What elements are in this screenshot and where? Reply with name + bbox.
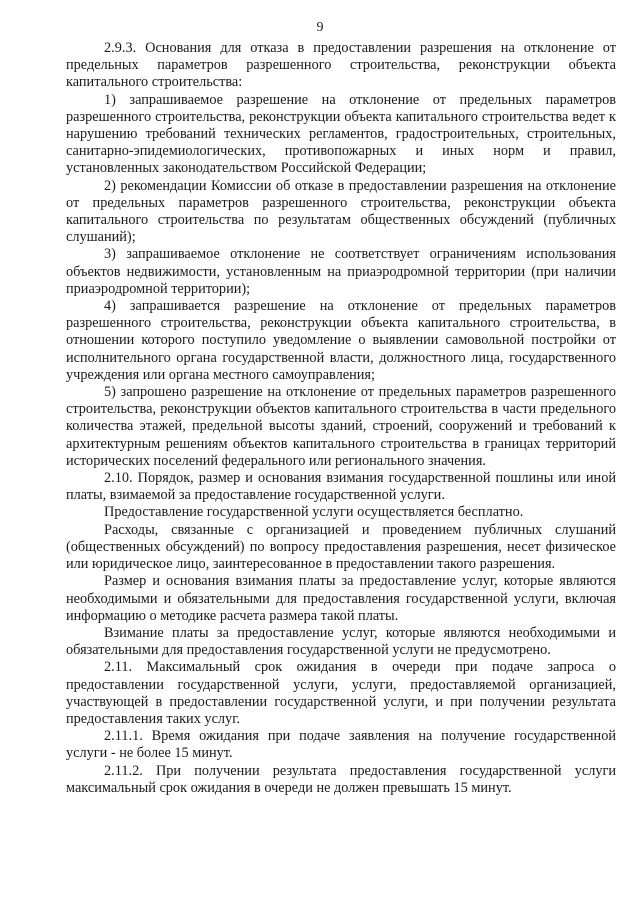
paragraph-2-10: 2.10. Порядок, размер и основания взимания государственной пошлины или иной платы, взимаемой за предоставление государственной услуги. bbox=[66, 470, 616, 504]
paragraph-2-11: 2.11. Максимальный срок ожидания в очереди при подаче запроса о предоставлении государственной услуги, услуги, предоставляемой организацией, участвующей в предоставлении государственной услуги, и при получении результата предоставления таких услуг. bbox=[66, 659, 616, 727]
paragraph-fee-not-provided: Взимание платы за предоставление услуг, которые являются необходимыми и обязательными для предоставления государственной услуги не предусмотрено. bbox=[66, 624, 616, 659]
list-item-3: 3) запрашиваемое отклонение не соответствует ограничениям использования объектов недвижимости, установленным на приаэродромной территории (при наличии приаэродромной территории); bbox=[66, 246, 616, 297]
paragraph-fee-size: Размер и основания взимания платы за предоставление услуг, которые являются необходимыми и обязательными для предоставления государственной услуги, включая информацию о методике расчета размера такой платы. bbox=[66, 573, 616, 624]
list-item-5: 5) запрошено разрешение на отклонение от предельных параметров разрешенного строительства, реконструкции объектов капитального строительства в части предельного количества этажей, предельной высоты зданий, строений, сооружений и требований к архитектурным решениям объектов капитального строительства в границах территорий исторических поселений федерального или регионального значения. bbox=[66, 384, 616, 469]
paragraph-2-9-3: 2.9.3. Основания для отказа в предоставлении разрешения на отклонение от предельных параметров разрешенного строительства, реконструкции объекта капитального строительства: bbox=[66, 40, 616, 91]
page-number: 9 bbox=[316, 20, 324, 35]
paragraph-expenses: Расходы, связанные с организацией и проведением публичных слушаний (общественных обсуждений) по вопросу предоставления разрешения, несет физическое или юридическое лицо, заинтересованное в предоставлении такого разрешения. bbox=[66, 521, 616, 573]
list-item-2: 2) рекомендации Комиссии об отказе в предоставлении разрешения на отклонение от предельных параметров разрешенного строительства, реконструкции объекта капитального строительства по результатам общественных обсуждений (публичных слушаний); bbox=[66, 177, 616, 246]
list-item-1: 1) запрашиваемое разрешение на отклонение от предельных параметров разрешенного строительства, реконструкции объекта капитального строительства ведет к нарушению требований технических регламентов, градостроительных, строительных, санитарно-эпидемиологических, противопожарных и иных норм и правил, установленных законодательством Российской Федерации; bbox=[66, 91, 616, 177]
paragraph-free-of-charge: Предоставление государственной услуги осуществляется бесплатно. bbox=[104, 504, 524, 521]
paragraph-2-11-2: 2.11.2. При получении результата предоставления государственной услуги максимальный срок ожидания в очереди не должен превышать 15 минут. bbox=[66, 762, 616, 796]
paragraph-2-11-1: 2.11.1. Время ожидания при подаче заявления на получение государственной услуги - не более 15 минут. bbox=[66, 728, 616, 762]
document-body bbox=[66, 40, 616, 797]
list-item-4: 4) запрашивается разрешение на отклонение от предельных параметров разрешенного строительства, реконструкции объекта капитального строительства, в отношении которого поступило уведомление о выявлении самовольной постройки от исполнительного органа государственной власти, должностного лица, государственного учреждения или органа местного самоуправления; bbox=[66, 298, 616, 383]
